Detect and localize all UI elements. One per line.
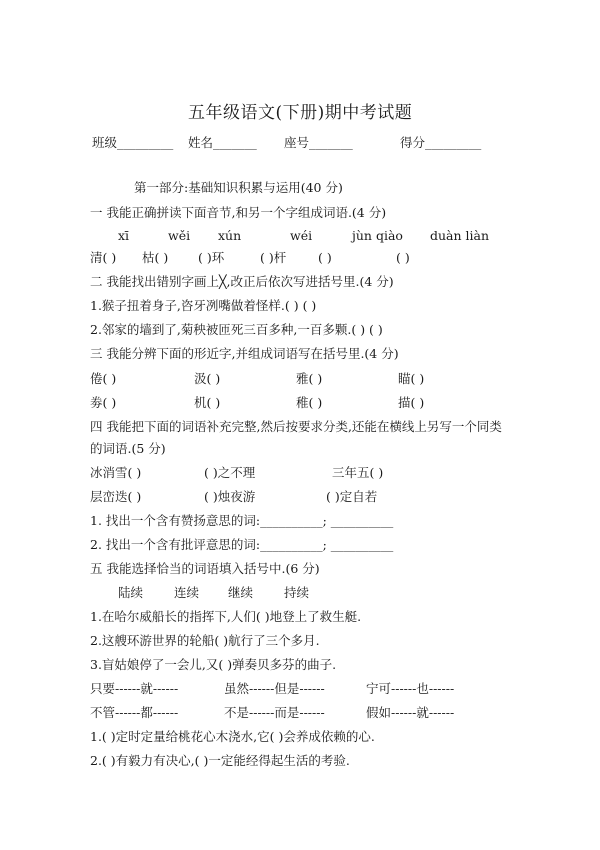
- pinyin-5: jùn qiào: [352, 228, 403, 243]
- q1-answer-3[interactable]: ( )环: [198, 250, 225, 265]
- page-title: 五年级语文(下册)期中考试题: [188, 103, 413, 123]
- q5-sentence-3[interactable]: 3.盲姑娘停了一会儿,又( )弹奏贝多芬的曲子.: [90, 657, 337, 672]
- name-field[interactable]: 姓名_______: [188, 135, 257, 150]
- q1-answer-5[interactable]: ( ): [318, 250, 332, 265]
- q3-r1-item-3[interactable]: 雅( ): [296, 371, 323, 386]
- class-field[interactable]: 班级_________: [92, 135, 174, 150]
- word-option-1: 陆续: [118, 585, 144, 600]
- conjunction-6: 假如------就------: [366, 705, 455, 720]
- q5-fill-2[interactable]: 2.( )有毅力有决心,( )一定能经得起生活的考验.: [90, 753, 350, 768]
- q1-answer-row: [90, 250, 550, 266]
- q5-sentence-2[interactable]: 2.这艘环游世界的轮船( )航行了三个多月.: [90, 633, 320, 648]
- conjunction-3: 宁可------也------: [366, 681, 455, 696]
- q3-row-2: [90, 395, 550, 411]
- pinyin-2: wěi: [168, 228, 191, 243]
- q1-answer-1[interactable]: 清( ): [90, 250, 117, 265]
- q3-r2-item-3[interactable]: 稚( ): [296, 395, 323, 410]
- q4-row-2: [90, 489, 550, 505]
- q3-r2-item-2[interactable]: 机( ): [194, 395, 221, 410]
- q4-instruction-cont: 的词语.(5 分): [90, 441, 166, 456]
- q4-sentence-2[interactable]: 2. 找出一个含有批评意思的词:__________; __________: [90, 537, 394, 552]
- q3-r1-item-4[interactable]: 瞄( ): [398, 371, 425, 386]
- word-option-4: 持续: [284, 585, 310, 600]
- q5-sentence-1[interactable]: 1.在哈尔威船长的指挥下,人们( )地登上了救生艇.: [90, 609, 362, 624]
- q3-r2-item-1[interactable]: 劵( ): [90, 395, 117, 410]
- q3-row-1: [90, 371, 550, 387]
- conjunction-4: 不管------都------: [90, 705, 179, 720]
- q4-r1-item-2[interactable]: ( )之不理: [204, 465, 256, 480]
- q1-instruction: 一 我能正确拼读下面音节,和另一个字组成词语.(4 分): [90, 205, 387, 220]
- q2-instruction: 二 我能找出错别字画上╳,改正后依次写进括号里.(4 分): [90, 274, 394, 289]
- pinyin-3: xún: [218, 228, 242, 243]
- q2-sentence-2[interactable]: 2.邻家的墙到了,菊秧被匝死三百多种,一百多颗.( ) ( ): [90, 322, 383, 337]
- conjunction-row-1: [90, 681, 550, 697]
- q4-r1-item-1[interactable]: 冰消雪( ): [90, 465, 142, 480]
- conjunction-5: 不是------而是------: [224, 705, 325, 720]
- q5-fill-1[interactable]: 1.( )定时定量给桃花心木浇水,它( )会养成依赖的心.: [90, 729, 375, 744]
- q4-r2-item-3[interactable]: ( )定自若: [326, 489, 378, 504]
- pinyin-1: xī: [118, 228, 130, 243]
- q2-sentence-1[interactable]: 1.猴子扭着身子,咨牙冽嘴做着怪样.( ) ( ): [90, 298, 317, 313]
- q5-word-bank: [90, 585, 550, 601]
- q3-r1-item-1[interactable]: 倦( ): [90, 371, 117, 386]
- q3-r1-item-2[interactable]: 汲( ): [194, 371, 221, 386]
- word-option-3: 继续: [228, 585, 254, 600]
- pinyin-4: wéi: [290, 228, 313, 243]
- q3-instruction: 三 我能分辨下面的形近字,并组成词语写在括号里.(4 分): [90, 346, 399, 361]
- conjunction-1: 只要------就------: [90, 681, 179, 696]
- score-field[interactable]: 得分_________: [400, 135, 482, 150]
- q4-r1-item-3[interactable]: 三年五( ): [332, 465, 384, 480]
- q4-instruction: 四 我能把下面的词语补充完整,然后按要求分类,还能在横线上另写一个同类: [90, 419, 502, 434]
- q4-sentence-1[interactable]: 1. 找出一个含有赞扬意思的词:__________; __________: [90, 513, 394, 528]
- q1-answer-2[interactable]: 枯( ): [142, 250, 169, 265]
- q3-r2-item-4[interactable]: 描( ): [398, 395, 425, 410]
- conjunction-2: 虽然------但是------: [224, 681, 325, 696]
- conjunction-row-2: [90, 705, 550, 721]
- q1-pinyin-row: [90, 228, 550, 244]
- q1-answer-4[interactable]: ( )杆: [260, 250, 287, 265]
- q4-row-1: [90, 465, 550, 481]
- q4-r2-item-1[interactable]: 层峦迭( ): [90, 489, 142, 504]
- part1-heading: 第一部分:基础知识积累与运用(40 分): [134, 180, 343, 195]
- q5-instruction: 五 我能选择恰当的词语填入括号中.(6 分): [90, 561, 320, 576]
- pinyin-6: duàn liàn: [430, 228, 490, 243]
- q4-r2-item-2[interactable]: ( )烛夜游: [204, 489, 256, 504]
- word-option-2: 连续: [174, 585, 200, 600]
- seat-number-field[interactable]: 座号_______: [284, 135, 353, 150]
- q1-answer-6[interactable]: ( ): [396, 250, 410, 265]
